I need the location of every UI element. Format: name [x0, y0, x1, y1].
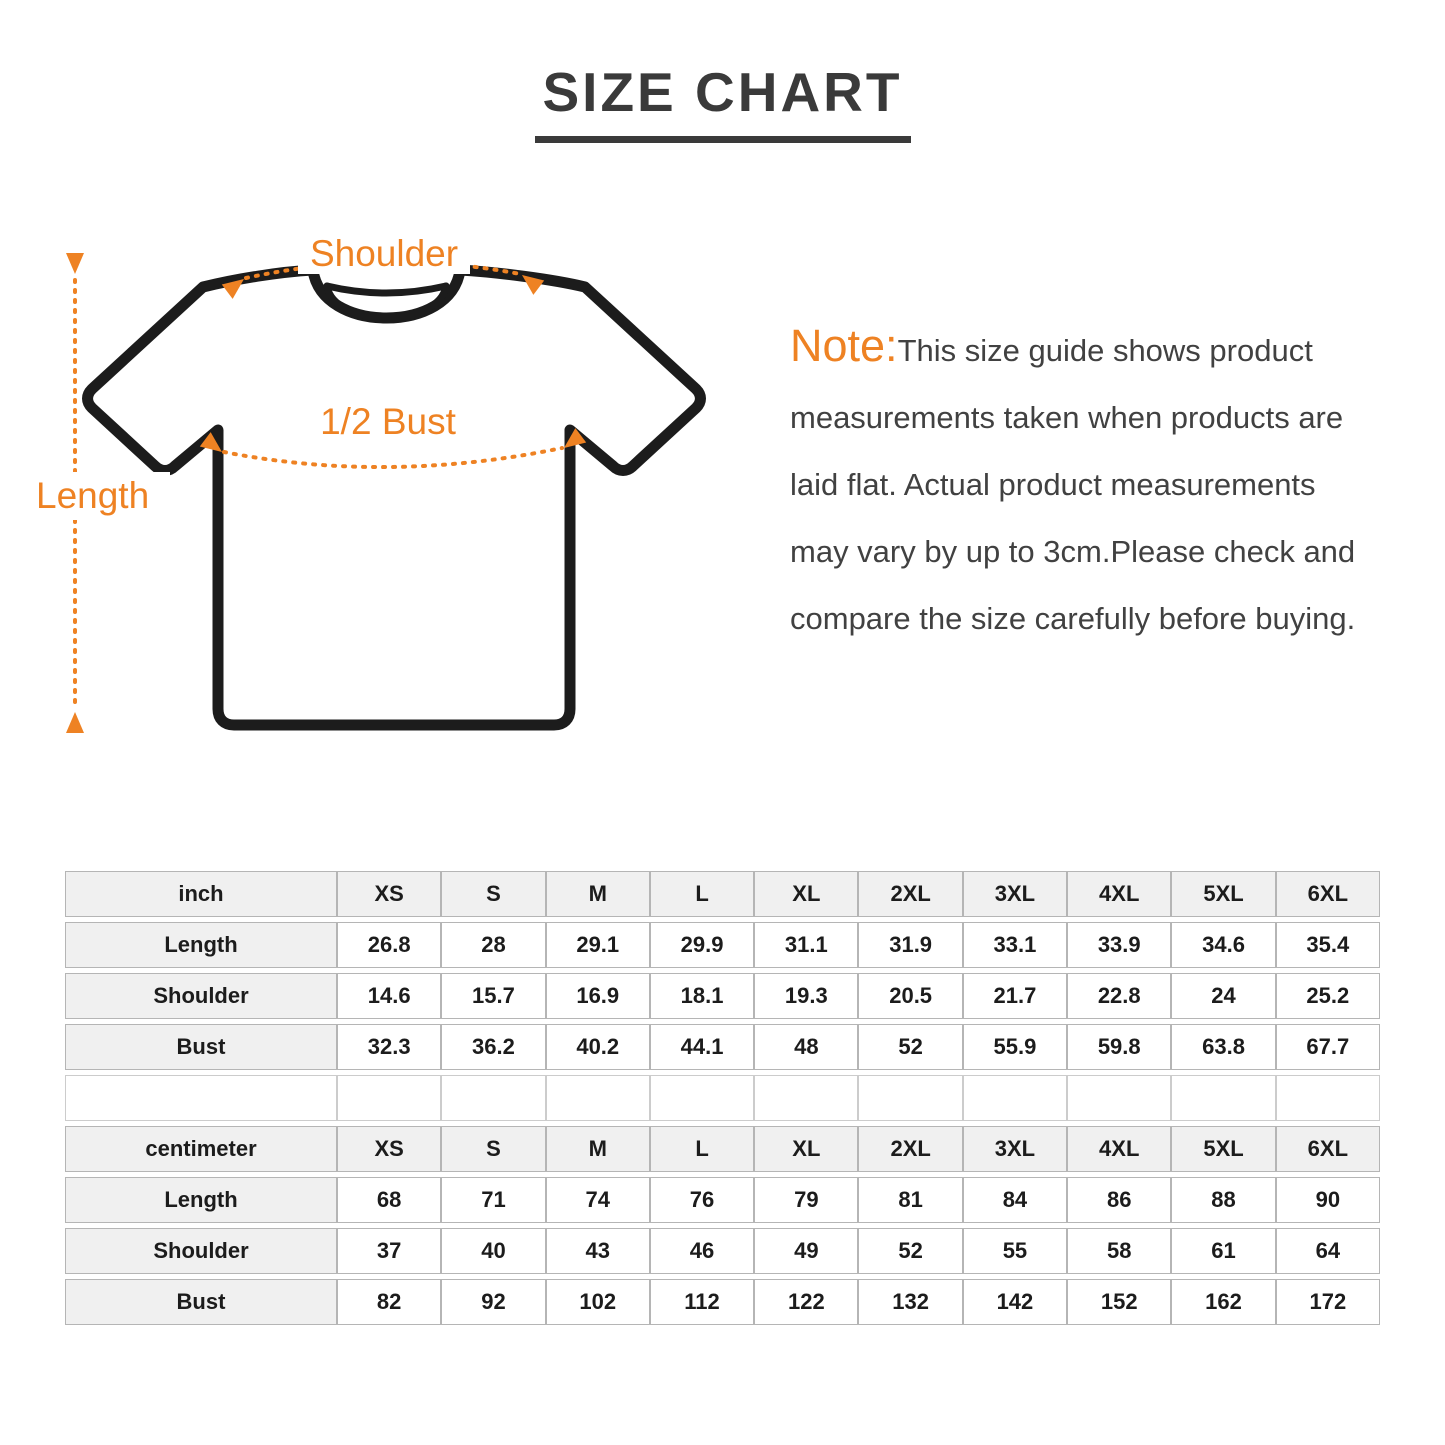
size-col-header: M — [546, 1126, 650, 1172]
size-value-cell: 142 — [963, 1279, 1067, 1325]
size-value-cell: 74 — [546, 1177, 650, 1223]
size-value-cell: 33.1 — [963, 922, 1067, 968]
size-col-header: 3XL — [963, 871, 1067, 917]
size-table — [65, 866, 1380, 1330]
note-line — [790, 312, 1398, 384]
size-value-cell: 22.8 — [1067, 973, 1171, 1019]
size-col-header: 4XL — [1067, 1126, 1171, 1172]
size-value-cell: 49 — [754, 1228, 858, 1274]
size-value-cell: 44.1 — [650, 1024, 754, 1070]
size-value-cell: 37 — [337, 1228, 441, 1274]
spacer-cell — [754, 1075, 858, 1121]
note-line: compare the size carefully before buying. — [790, 601, 1356, 636]
size-value-cell: 88 — [1171, 1177, 1275, 1223]
size-value-cell: 32.3 — [337, 1024, 441, 1070]
length-arrow-down-icon — [66, 712, 84, 733]
cm-length-row — [65, 1177, 1380, 1223]
size-value-cell: 28 — [441, 922, 545, 968]
size-value-cell: 64 — [1276, 1228, 1380, 1274]
shoulder-label: Shoulder — [309, 233, 459, 274]
size-col-header: 3XL — [963, 1126, 1067, 1172]
spacer-cell — [963, 1075, 1067, 1121]
spacer-cell — [441, 1075, 545, 1121]
size-value-cell: 67.7 — [1276, 1024, 1380, 1070]
note-block — [790, 312, 1398, 652]
inch-header-row — [65, 871, 1380, 917]
spacer-cell — [1276, 1075, 1380, 1121]
bust-label: 1/2 Bust — [320, 401, 456, 442]
size-value-cell: 34.6 — [1171, 922, 1275, 968]
size-value-cell: 20.5 — [858, 973, 962, 1019]
size-value-cell: 33.9 — [1067, 922, 1171, 968]
size-value-cell: 92 — [441, 1279, 545, 1325]
size-value-cell: 71 — [441, 1177, 545, 1223]
size-col-header: 5XL — [1171, 871, 1275, 917]
note-line: measurements taken when products are — [790, 400, 1344, 435]
size-value-cell: 68 — [337, 1177, 441, 1223]
size-value-cell: 25.2 — [1276, 973, 1380, 1019]
size-value-cell: 59.8 — [1067, 1024, 1171, 1070]
size-value-cell: 48 — [754, 1024, 858, 1070]
size-value-cell: 162 — [1171, 1279, 1275, 1325]
size-value-cell: 52 — [858, 1024, 962, 1070]
size-value-cell: 21.7 — [963, 973, 1067, 1019]
size-value-cell: 112 — [650, 1279, 754, 1325]
size-value-cell: 19.3 — [754, 973, 858, 1019]
spacer-cell — [1171, 1075, 1275, 1121]
size-value-cell: 52 — [858, 1228, 962, 1274]
inch-shoulder-row — [65, 973, 1380, 1019]
size-col-header: 2XL — [858, 1126, 962, 1172]
size-value-cell: 29.1 — [546, 922, 650, 968]
page-title: SIZE CHART — [535, 60, 911, 143]
row-label: Length — [65, 1177, 337, 1223]
row-label: Bust — [65, 1279, 337, 1325]
size-value-cell: 81 — [858, 1177, 962, 1223]
length-arrow-up-icon — [66, 253, 84, 274]
row-label: Shoulder — [65, 1228, 337, 1274]
size-value-cell: 36.2 — [441, 1024, 545, 1070]
row-label: Bust — [65, 1024, 337, 1070]
size-value-cell: 16.9 — [546, 973, 650, 1019]
size-value-cell: 24 — [1171, 973, 1275, 1019]
size-value-cell: 55.9 — [963, 1024, 1067, 1070]
tshirt-diagram — [28, 222, 728, 752]
cm-bust-row — [65, 1279, 1380, 1325]
size-col-header: 4XL — [1067, 871, 1171, 917]
length-label: Length — [36, 475, 150, 516]
size-value-cell: 84 — [963, 1177, 1067, 1223]
size-col-header: M — [546, 871, 650, 917]
title-wrap — [0, 60, 1445, 143]
note-line-text: This size guide shows product — [897, 333, 1313, 368]
size-value-cell: 18.1 — [650, 973, 754, 1019]
note-line: laid flat. Actual product measurements — [790, 467, 1316, 502]
row-label: Length — [65, 922, 337, 968]
size-col-header: 2XL — [858, 871, 962, 917]
size-col-header: L — [650, 1126, 754, 1172]
size-col-header: L — [650, 871, 754, 917]
size-value-cell: 102 — [546, 1279, 650, 1325]
size-value-cell: 43 — [546, 1228, 650, 1274]
spacer-cell — [546, 1075, 650, 1121]
size-value-cell: 15.7 — [441, 973, 545, 1019]
size-col-header: XL — [754, 871, 858, 917]
size-value-cell: 14.6 — [337, 973, 441, 1019]
size-value-cell: 132 — [858, 1279, 962, 1325]
cm-shoulder-row — [65, 1228, 1380, 1274]
size-value-cell: 29.9 — [650, 922, 754, 968]
size-col-header: S — [441, 871, 545, 917]
size-value-cell: 40 — [441, 1228, 545, 1274]
size-value-cell: 90 — [1276, 1177, 1380, 1223]
size-value-cell: 172 — [1276, 1279, 1380, 1325]
spacer-row — [65, 1075, 1380, 1121]
size-col-header: S — [441, 1126, 545, 1172]
size-value-cell: 61 — [1171, 1228, 1275, 1274]
size-value-cell: 79 — [754, 1177, 858, 1223]
cm-header-row — [65, 1126, 1380, 1172]
size-col-header: 5XL — [1171, 1126, 1275, 1172]
tshirt-outline — [88, 270, 701, 725]
size-col-header: XS — [337, 1126, 441, 1172]
spacer-cell — [1067, 1075, 1171, 1121]
size-col-header: 6XL — [1276, 1126, 1380, 1172]
unit-label: inch — [65, 871, 337, 917]
spacer-cell — [65, 1075, 337, 1121]
note-line: may vary by up to 3cm.Please check and — [790, 534, 1356, 569]
inch-length-row — [65, 922, 1380, 968]
size-value-cell: 55 — [963, 1228, 1067, 1274]
spacer-cell — [650, 1075, 754, 1121]
size-col-header: XL — [754, 1126, 858, 1172]
size-value-cell: 122 — [754, 1279, 858, 1325]
size-value-cell: 152 — [1067, 1279, 1171, 1325]
size-value-cell: 26.8 — [337, 922, 441, 968]
size-value-cell: 31.1 — [754, 922, 858, 968]
inch-bust-row — [65, 1024, 1380, 1070]
size-value-cell: 31.9 — [858, 922, 962, 968]
size-value-cell: 46 — [650, 1228, 754, 1274]
size-value-cell: 58 — [1067, 1228, 1171, 1274]
size-value-cell: 76 — [650, 1177, 754, 1223]
row-label: Shoulder — [65, 973, 337, 1019]
spacer-cell — [858, 1075, 962, 1121]
collar-back-line — [327, 286, 446, 293]
spacer-cell — [337, 1075, 441, 1121]
size-col-header: 6XL — [1276, 871, 1380, 917]
size-value-cell: 40.2 — [546, 1024, 650, 1070]
size-col-header: XS — [337, 871, 441, 917]
size-value-cell: 63.8 — [1171, 1024, 1275, 1070]
size-value-cell: 35.4 — [1276, 922, 1380, 968]
unit-label: centimeter — [65, 1126, 337, 1172]
size-value-cell: 82 — [337, 1279, 441, 1325]
note-prefix: Note: — [790, 320, 898, 371]
size-value-cell: 86 — [1067, 1177, 1171, 1223]
